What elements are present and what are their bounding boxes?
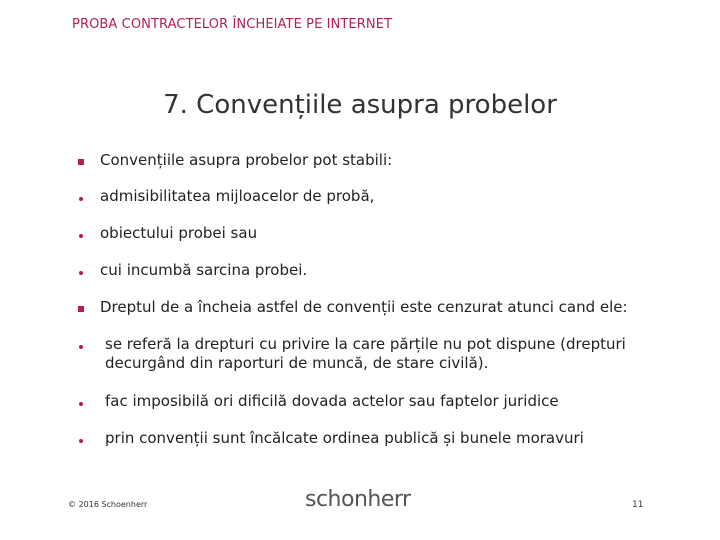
bullet-text: fac imposibilă ori dificilă dovada actelor sau faptelor juridice: [105, 392, 559, 410]
dot-bullet-icon: [78, 224, 83, 243]
bullet-text: admisibilitatea mijloacelor de probă,: [100, 187, 375, 205]
dot-bullet-icon: [78, 261, 83, 280]
dot-bullet-icon: [78, 187, 83, 206]
dot-bullet-icon: [78, 335, 83, 354]
presentation-header: PROBA CONTRACTELOR ÎNCHEIATE PE INTERNET: [72, 17, 393, 32]
bullet-text: cui incumbă sarcina probei.: [100, 261, 308, 279]
bullet-text: Dreptul de a încheia astfel de convenții este cenzurat atunci cand ele:: [100, 298, 628, 316]
bullet-text: Convențiile asupra probelor pot stabili:: [100, 151, 393, 169]
dot-bullet-icon: [78, 429, 83, 448]
dot-bullet-icon: [78, 392, 83, 411]
bullet-text: se referă la drepturi cu privire la care părțile nu pot dispune (drepturi decurgând din raporturi de muncă, de stare civilă).: [105, 335, 626, 372]
bullet-text: obiectului probei sau: [100, 224, 258, 242]
page-number: 11: [632, 500, 644, 510]
company-logo: schonherr: [305, 487, 411, 512]
copyright-text: © 2016 Schoenherr: [68, 500, 148, 509]
square-bullet-icon: [78, 151, 84, 170]
slide-title: 7. Convențiile asupra probelor: [163, 90, 557, 120]
bullet-text: prin convenții sunt încălcate ordinea publică și bunele moravuri: [105, 429, 584, 447]
square-bullet-icon: [78, 298, 84, 317]
